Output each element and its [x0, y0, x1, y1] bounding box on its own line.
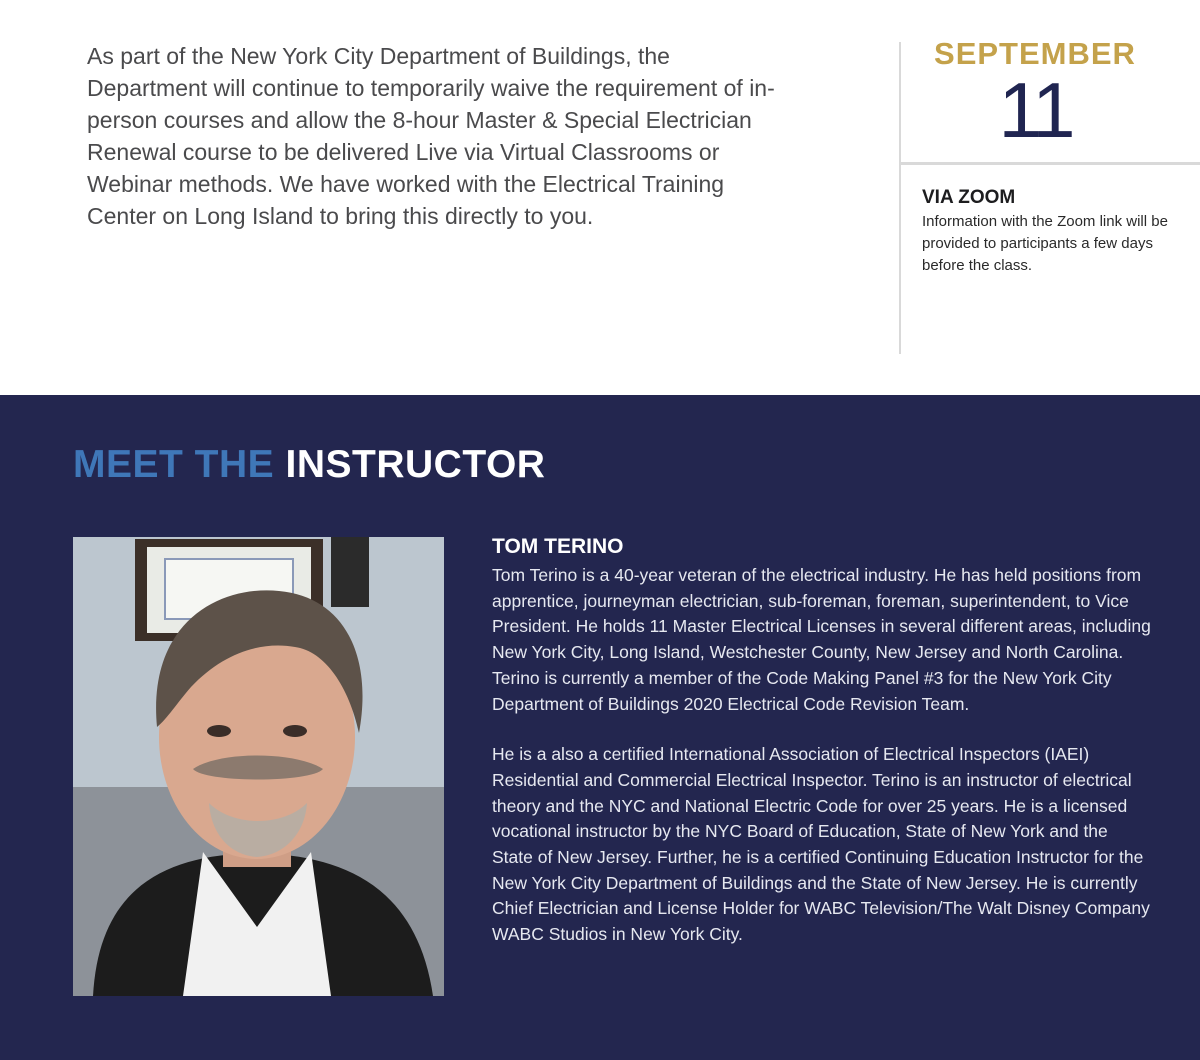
- bio-paragraph: Tom Terino is a 40-year veteran of the electrical industry. He has held positions from apprentice, journeyman electrician, sub-foreman, foreman, superintendent, to Vice President. He holds 11 Master Electrical Licenses in several different areas, including New York City, Long Island, Westchester County, New Jersey and North Carolina. Terino is currently a member of the Code Making Panel #3 for the New York City Department of Buildings 2020 Electrical Code Revision Team.: [492, 565, 1151, 714]
- heading-accent: MEET THE: [73, 443, 275, 486]
- section-heading: [73, 443, 545, 487]
- sidebar-divider: [901, 162, 1200, 165]
- instructor-photo: [73, 537, 444, 996]
- instructor-bio: [492, 563, 1152, 973]
- intro-paragraph: As part of the New York City Department of Buildings, the Department will continue to temporarily waive the requirement of in-person courses and allow the 8-hour Master & Special Electrician Renewal course to be delivered Live via Virtual Classrooms or Webinar methods. We have worked with the Electrical Training Center on Long Island to bring this directly to you.: [87, 43, 775, 229]
- heading-main: INSTRUCTOR: [285, 443, 546, 486]
- instructor-name: TOM TERINO: [492, 535, 624, 558]
- event-day: 11: [998, 66, 1072, 154]
- instructor-section: [0, 395, 1200, 1060]
- instructor-portrait-icon: [73, 537, 444, 996]
- bio-paragraph: He is a also a certified International Association of Electrical Inspectors (IAEI) Residential and Commercial Electrical Inspector. Terino is an instructor of electrical theory and the NYC and National Electric Code for over 25 years. He is a licensed vocational instructor by the NYC Board of Education, State of New York and the State of New Jersey. Further, he is a certified Continuing Education Instructor for the New York City Department of Buildings and the State of New Jersey. He is currently Chief Electrician and License Holder for WABC Television/The Walt Disney Company WABC Studios in New York City.: [492, 744, 1150, 945]
- event-location-title: VIA ZOOM: [922, 187, 1016, 208]
- event-location-info: Information with the Zoom link will be provided to participants a few days before the class.: [922, 213, 1168, 274]
- event-sidebar: [899, 36, 1200, 354]
- intro-section: [0, 0, 1200, 395]
- event-month: SEPTEMBER: [934, 36, 1136, 71]
